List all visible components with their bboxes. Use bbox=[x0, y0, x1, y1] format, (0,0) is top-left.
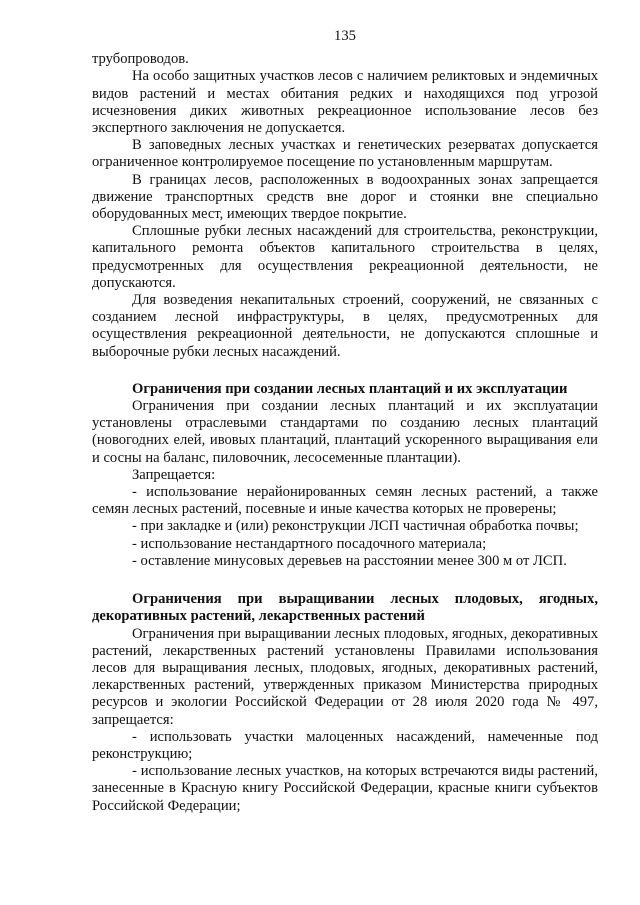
list-item: - использование нерайонированных семян лесных растений, а также семян лесных растений, посевные и иные качества которых не проверены; bbox=[92, 484, 598, 518]
spacer bbox=[92, 570, 598, 591]
paragraph: Сплошные рубки лесных насаждений для строительства, реконструкции, капитального ремонта объектов капитального строительства в целях, предусмотренных для осуществления рекреационной деятельности, не допускаются. bbox=[92, 223, 598, 291]
list-item: - оставление минусовых деревьев на расстоянии менее 300 м от ЛСП. bbox=[132, 552, 567, 569]
section-forest-plantations bbox=[92, 381, 598, 570]
list-item: - использование лесных участков, на которых встречаются виды растений, занесенные в Красную книгу Российской Федерации, красные книги субъектов Российской Федерации; bbox=[92, 763, 598, 814]
paragraph: Для возведения некапитальных строений, сооружений, не связанных с созданием лесной инфраструктуры, в целях, предусмотренных для осуществления рекреационной деятельности, не допускаются сплошные и выборочные рубки лесных насаждений. bbox=[92, 292, 598, 360]
spacer bbox=[92, 361, 598, 381]
paragraph: Ограничения при выращивании лесных плодовых, ягодных, декоративных растений, лекарственных растений установлены Правилами использования лесов для выращивания лесных, плодовых, ягодных, декоративных растений, лекарственных растений, утвержденных приказом Министерства природных ресурсов и экологии Российской Федерации от 28 июля 2020 года № 497, запрещается: bbox=[92, 625, 598, 728]
paragraph: На особо защитных участков лесов с наличием реликтовых и эндемичных видов растений и местах обитания редких и находящихся под угрозой исчезновения диких животных рекреационное использование лесов без экспертного заключения не допускается. bbox=[92, 68, 598, 137]
paragraph: В границах лесов, расположенных в водоохранных зонах запрещается движение транспортных средств вне дорог и стоянки вне специально оборудованных мест, имеющих твердое покрытие. bbox=[92, 171, 598, 223]
list-item: - при закладке и (или) реконструкции ЛСП частичная обработка почвы; bbox=[132, 518, 579, 535]
list-item: - использование нестандартного посадочного материала; bbox=[132, 535, 487, 552]
section-heading: Ограничения при выращивании лесных плодовых, ягодных, декоративных растений, лекарственных растений bbox=[92, 591, 598, 625]
page-number: 135 bbox=[334, 28, 356, 44]
section-heading: Ограничения при создании лесных плантаций и их эксплуатации bbox=[132, 380, 568, 397]
section-plant-cultivation bbox=[92, 591, 598, 815]
paragraph: трубопроводов. bbox=[92, 51, 189, 68]
section-recreation-restrictions bbox=[92, 51, 598, 361]
paragraph: Ограничения при создании лесных плантаций и их эксплуатации установлены отраслевыми стандартами по созданию лесных плантаций (новогодних елей, ивовых плантаций, плантаций ускоренного выращивания ели и сосны на баланс, пиловочник, лесосеменные плантации). bbox=[92, 398, 598, 466]
list-item: - использовать участки малоценных насаждений, намеченные под реконструкцию; bbox=[92, 728, 598, 762]
paragraph: Запрещается: bbox=[132, 466, 216, 483]
paragraph: В заповедных лесных участках и генетических резерватах допускается ограниченное контролируемое посещение по установленным маршрутам. bbox=[92, 137, 598, 171]
document-page bbox=[92, 28, 598, 815]
